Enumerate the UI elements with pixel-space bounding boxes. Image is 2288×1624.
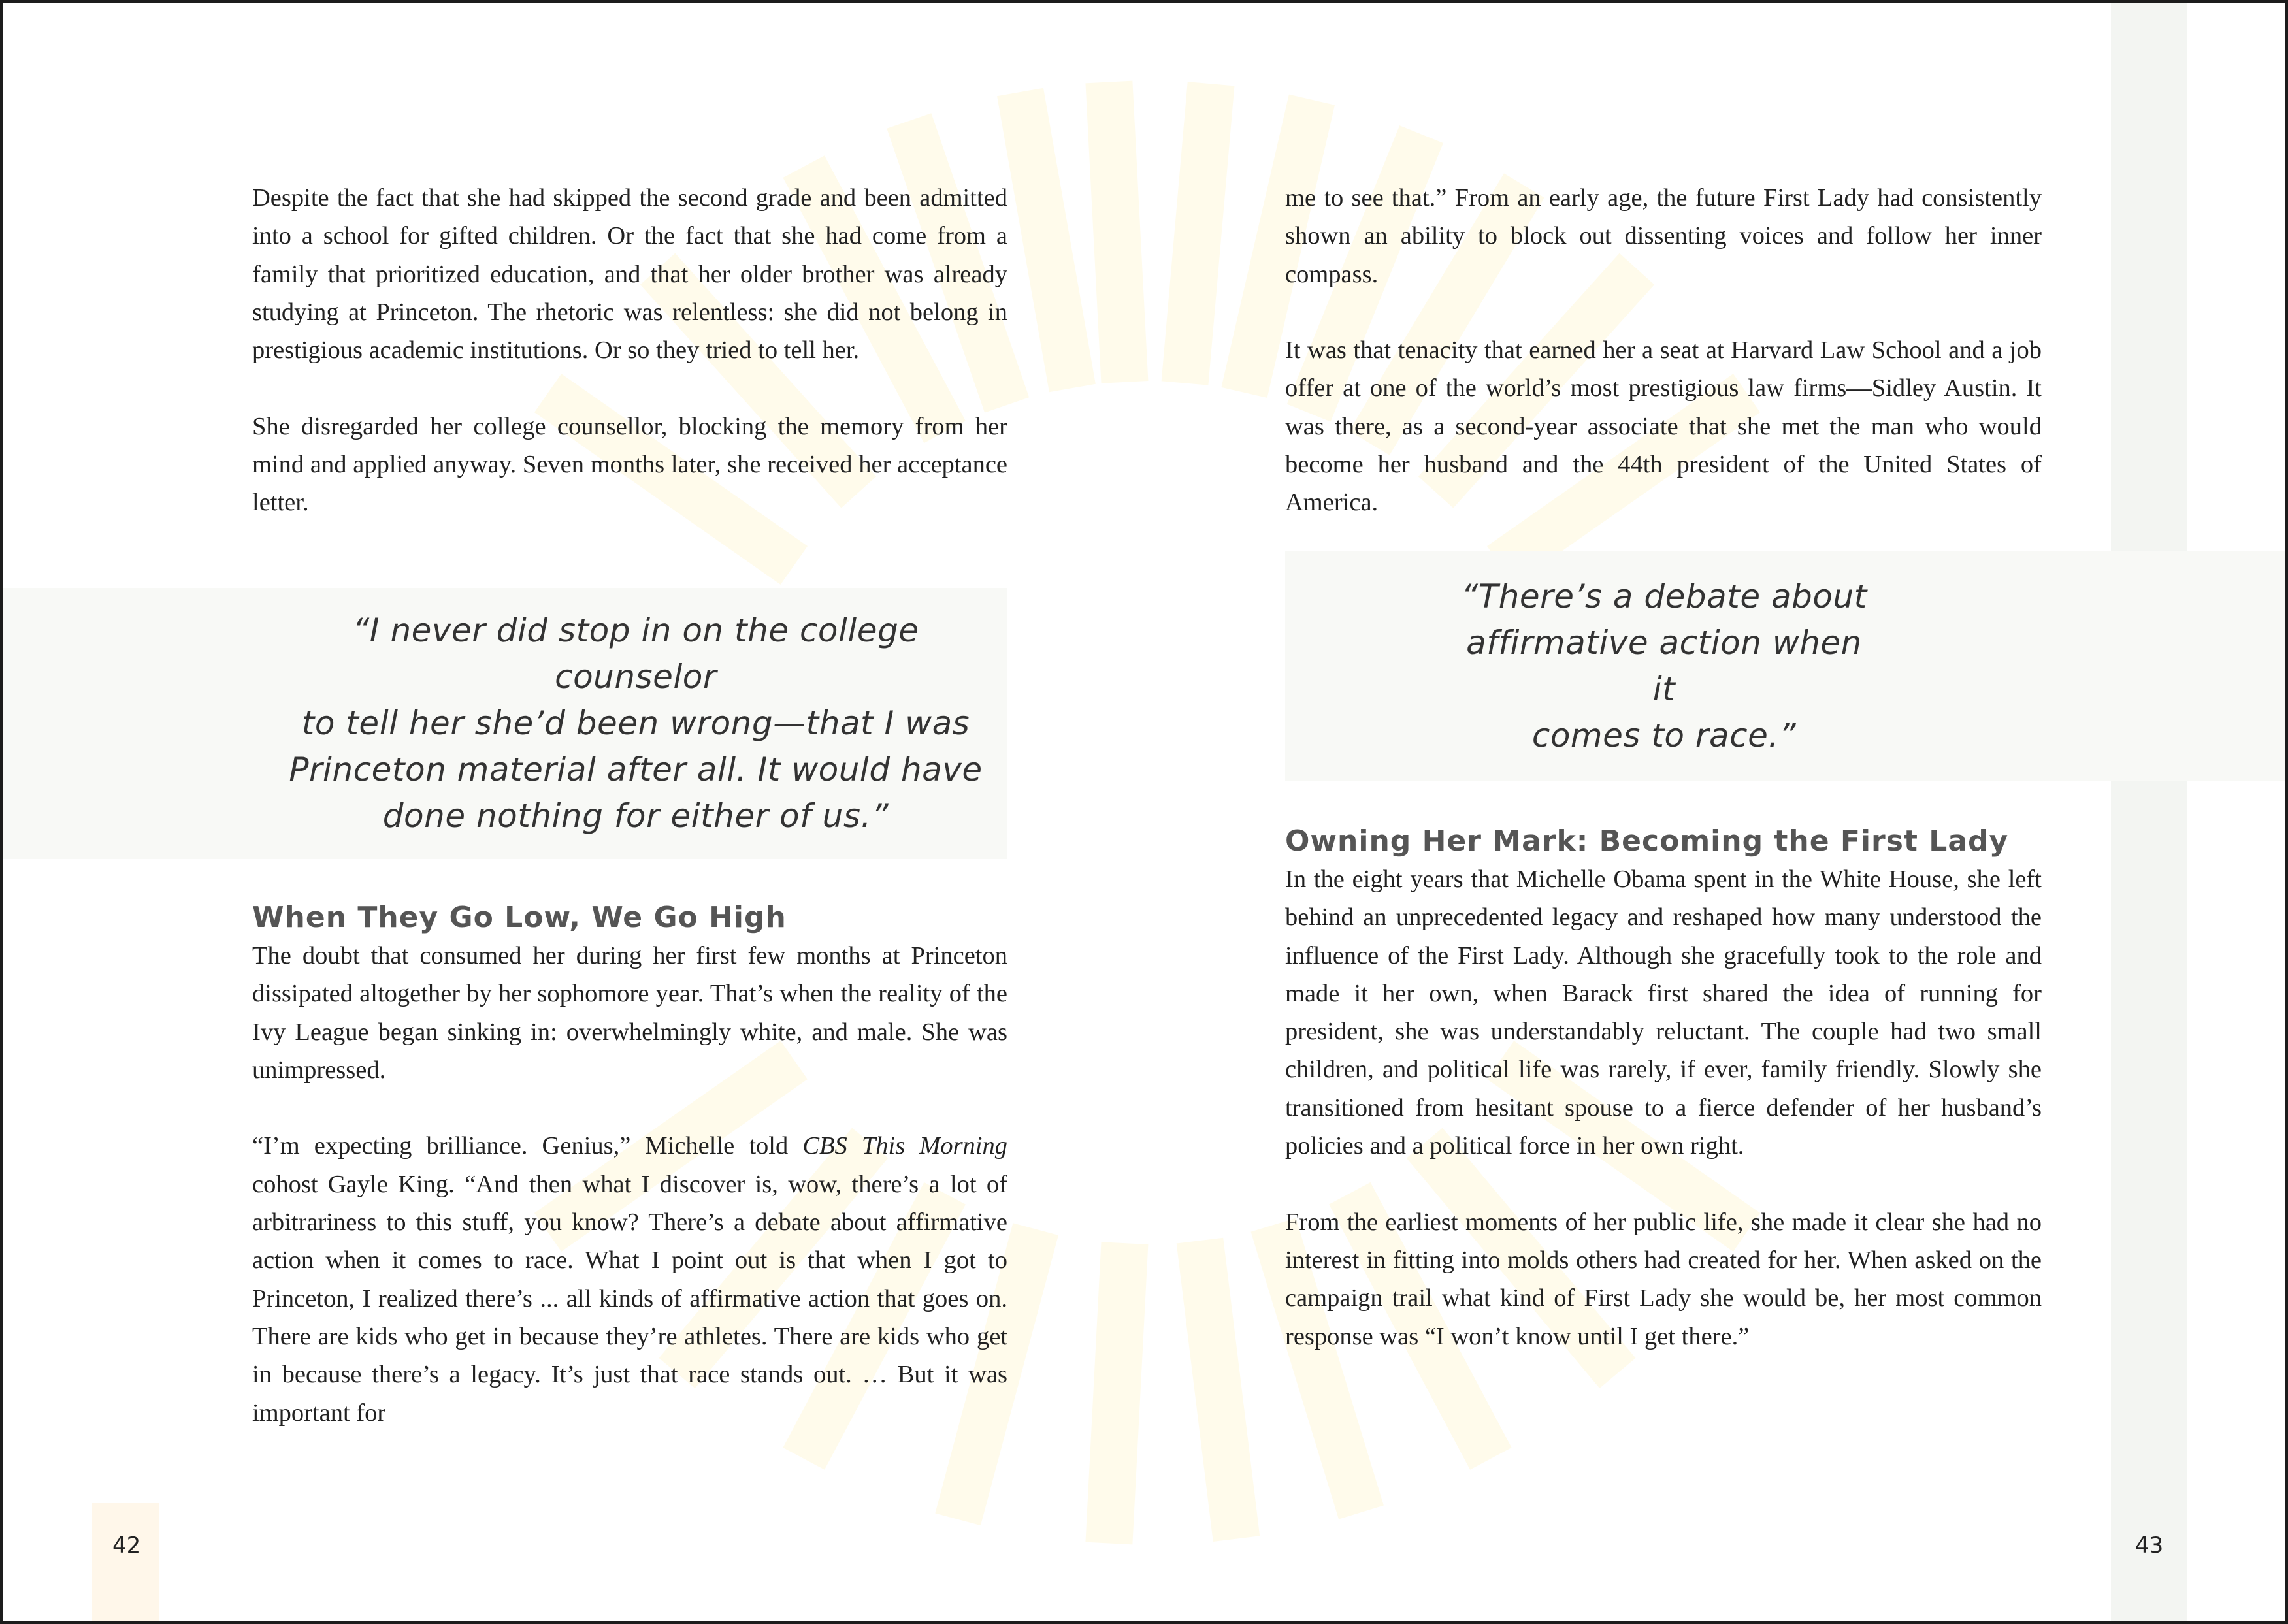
section-heading-left: When They Go Low, We Go High	[252, 901, 787, 934]
publication-title: CBS This Morning	[802, 1132, 1008, 1160]
quote-line: “I never did stop in on the college counselor	[352, 611, 919, 696]
left-column-top	[252, 179, 1007, 522]
right-pull-quote-box	[1285, 551, 2288, 781]
right-paragraph-4: From the earliest moments of her public life, she made it clear she had no interest in fitting into molds others had created for her. When asked on the campaign trail what kind of First Lady she would be, her most common response was “I won’t know until I get there.”	[1285, 1208, 2042, 1350]
right-margin-band	[2111, 3, 2187, 1624]
quote-line: Princeton material after all. It would have	[289, 751, 983, 788]
left-pull-quote-box	[3, 588, 1007, 859]
page-number-left: 42	[112, 1533, 141, 1559]
quote-line: to tell her she’d been wrong—that I was	[301, 704, 970, 742]
quote-line: affirmative action when it	[1466, 623, 1862, 708]
section-heading-right: Owning Her Mark: Becoming the First Lady	[1285, 824, 2009, 858]
right-paragraph-1: me to see that.” From an early age, the future First Lady had consistently shown an ability to block out dissenting voices and follow her inner compass.	[1285, 184, 2042, 288]
right-pull-quote	[1455, 574, 1873, 759]
page-number-right: 43	[2135, 1533, 2164, 1559]
left-paragraph-4: “I’m expecting brilliance. Genius,” Michelle told CBS This Morning cohost Gayle King. “And then what I discover is, wow, there’s a lot of arbitrariness to this stuff, you know? There’s a debate about affirmative action when it comes to race. What I point out is that when I got to Princeton, I realized there’s ... all kinds of affirmative action that goes on. There are kids who get in because they’re athletes. There are kids who get in because there’s a legacy. It’s just that race stands out. … But it was important for	[252, 1132, 1008, 1427]
left-paragraph-2: She disregarded her college counsellor, blocking the memory from her mind and applied anyway. Seven months later, she received her acceptance letter.	[252, 412, 1007, 517]
quote-line: done nothing for either of us.”	[382, 797, 889, 835]
left-column-bottom	[252, 899, 1007, 1432]
quote-line: “There’s a debate about	[1461, 577, 1867, 615]
left-pull-quote	[277, 608, 994, 839]
right-paragraph-3: In the eight years that Michelle Obama spent in the White House, she left behind an unprecedented legacy and reshaped how many understood the influence of the First Lady. Although she gracefully took to the role and made it her own, when Barack first shared the idea of running for president, she was understandably reluctant. The couple had two small children, and political life was rarely, if ever, family friendly. Slowly she transitioned from hesitant spouse to a fierce defender of her husband’s policies and a political force in her own right.	[1285, 866, 2042, 1160]
left-paragraph-3: The doubt that consumed her during her first few months at Princeton dissipated altogether by her sophomore year. That’s when the reality of the Ivy League began sinking in: overwhelmingly white, and male. She was unimpressed.	[252, 942, 1007, 1084]
right-paragraph-2: It was that tenacity that earned her a seat at Harvard Law School and a job offer at one of the world’s most prestigious law firms—Sidley Austin. It was there, as a second-year associate that she met the man who would become her husband and the 44th president of the United States of America.	[1285, 336, 2042, 517]
right-column-top	[1285, 179, 2042, 522]
left-paragraph-1: Despite the fact that she had skipped the second grade and been admitted into a school for gifted children. Or the fact that she had come from a family that prioritized education, and that her older brother was already studying at Princeton. The rhetoric was relentless: she did not belong in prestigious academic institutions. Or so they tried to tell her.	[252, 184, 1007, 365]
page-number-tab-left	[92, 1503, 159, 1624]
right-column-bottom	[1285, 822, 2042, 1356]
quote-line: comes to race.”	[1531, 716, 1797, 755]
